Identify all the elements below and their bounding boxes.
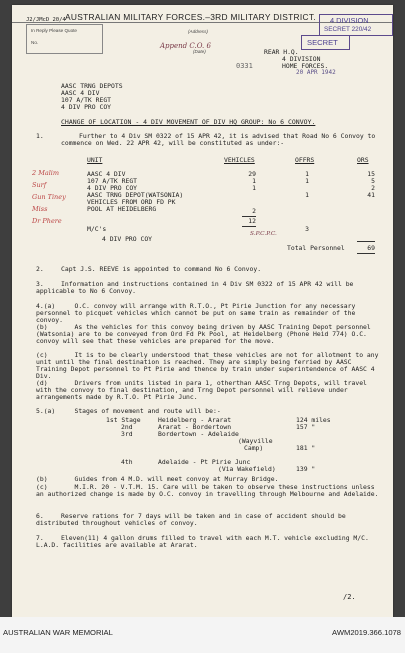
vehicles-total-rule: [242, 226, 256, 227]
stage1-label: 1st Stage: [106, 416, 141, 424]
serial-number: 0331: [236, 62, 253, 70]
stage3-distance: 181 ": [296, 444, 316, 452]
stage3-label: 3rd: [121, 430, 133, 438]
footer-accession-number: AWM2019.366.1078: [332, 628, 401, 637]
para7-number: 7.: [36, 534, 44, 542]
para5c-text: (c) M.I.R. 20 - V.T.M. 15. Care will be taken to observe these instructions unless an authorized change is made by O.C. convoy in travelling through Melbourne and Adelaide.: [36, 483, 379, 498]
row3-ors: 2: [371, 184, 375, 192]
stage4-route-cont: (Via Wakefield): [218, 465, 276, 473]
stamp-secret-text: SECRET: [307, 38, 338, 47]
para4d-text: (d) Drivers from units listed in para 1, otherthan AASC Trng Depots, will travel with the convoy to final destination, and Trng Depot personnel will relieve under arrangements made by R.T.O. Pt Pirie Junc.: [36, 379, 371, 401]
para2-number: 2.: [36, 265, 44, 273]
margin-notes: [32, 167, 66, 227]
date-label: (Date): [193, 49, 206, 54]
row1-vehicles: 29: [248, 170, 256, 178]
addressee-2: AASC 4 DIV: [61, 89, 100, 97]
document-page: [12, 5, 393, 617]
addressee-1: AASC TRNG DEPOTS: [61, 82, 123, 90]
table-header-ors: ORS: [357, 156, 369, 164]
address-label: (Address): [188, 29, 208, 34]
row4-ors: 41: [367, 191, 375, 199]
stage2-distance: 157 ": [296, 423, 316, 431]
margin-note-4: Miss: [32, 205, 48, 213]
para7-text: Eleven(11) 4 gallon drums filled to travel with each M.T. vehicle excluding M/C. L.A.D. facilities are available at Ararat.: [36, 534, 369, 549]
handwritten-append: Append C.O. 6: [160, 42, 211, 50]
para4a-text: 4.(a) O.C. convoy will arrange with R.T.O., Pt Pirie Junction for any necessary personnel to picquet vehicles which cannot be put on same train as remainder of the convoy.: [36, 302, 360, 324]
margin-note-3: Gun Tiney: [32, 193, 66, 201]
row1-offrs: 1: [305, 170, 309, 178]
row8-unit: M/C's: [87, 225, 107, 233]
para5b-text: (b) Guides from 4 M.D. will meet convoy at Murray Bridge.: [36, 475, 279, 483]
total-personnel-value: 69: [367, 244, 375, 252]
reply-box: [26, 24, 103, 54]
row4-offrs: 1: [305, 191, 309, 199]
stamp-division-line2: SECRET 220/42: [324, 26, 372, 33]
para3-number: 3.: [36, 280, 44, 288]
total-double-rule: [357, 253, 375, 254]
row3-unit: 4 DIV PRO COY: [87, 184, 138, 192]
stamp-division: [319, 14, 393, 36]
page-continuation-mark: /2.: [343, 593, 356, 601]
row6-unit: POOL AT HEIDELBERG: [87, 205, 157, 213]
row2-ors: 5: [371, 177, 375, 185]
row2-offrs: 1: [305, 177, 309, 185]
stamp-division-line1: 4 DIVISION: [330, 16, 369, 25]
rear-hq-line1: REAR H.Q.: [264, 48, 299, 56]
stamp-secret: [301, 35, 350, 50]
row4-unit: AASC TRNG DEPOT(WATSONIA): [87, 191, 184, 199]
stage4-distance: 139 ": [296, 465, 316, 473]
row2-unit: 107 A/TK REGT: [87, 177, 138, 185]
para4b-text: (b) As the vehicles for this convoy being driven by AASC Training Depot personnel (Watsonia) are to be conveyed from Ord Fd Pk Pool, at Heidelberg (Phone Heid 774) O.C. convoy will see that these vehicles are prepared for the move.: [36, 323, 375, 345]
row2-vehicles: 1: [252, 177, 256, 185]
stage3-route: Bordertown - Adelaide: [158, 430, 239, 438]
para5a-text: 5.(a) Stages of movement and route will be:-: [36, 407, 221, 415]
stage2-label: 2nd: [121, 423, 133, 431]
rear-hq-line3: HOME FORCES.: [282, 62, 329, 70]
para6-text: Reserve rations for 7 days will be taken and in case of accident should be distributed throughout vehicles of convoy.: [36, 512, 346, 527]
para1-text: Further to 4 Div SM 0322 of 15 APR 42, it is advised that Road No 6 Convoy to commence on Wed. 22 APR 42, will be constituted as under:-: [61, 132, 376, 147]
row8-offrs: 3: [305, 225, 309, 233]
stage4-route: Adelaide - Pt Pirie Junc: [158, 458, 251, 466]
margin-note-5: Dr Phere: [32, 217, 62, 225]
no-label: No.: [31, 40, 39, 45]
row5-unit: VEHICLES FROM ORD FD PK: [87, 198, 176, 206]
reply-quote-label: In Reply Please Quote: [31, 28, 77, 33]
addressee-4: 4 DIV PRO COY: [61, 103, 112, 111]
archive-footer: [0, 617, 405, 653]
stage4-label: 4th: [121, 458, 133, 466]
addressee-3: 107 A/TK REGT: [61, 96, 112, 104]
row1-unit: AASC 4 DIV: [87, 170, 126, 178]
stage3-route-cont: (Wayville: [238, 437, 273, 445]
row1-ors: 15: [367, 170, 375, 178]
table-header-unit: UNIT: [87, 156, 103, 164]
subject-line: CHANGE OF LOCATION - 4 DIV MOVEMENT OF DIV HQ GROUP: No 6 CONVOY.: [61, 118, 316, 126]
para4c-text: (c) It is to be clearly understood that these vehicles are not for allotment to any unit until the final destination is reached. They are simply being ferried by AASC Training Depot personnel to Pt Pirie and thence by train under superintendence of AASC 4 Div.: [36, 351, 383, 380]
stage1-route: Heidelberg - Ararat: [158, 416, 232, 424]
row9-unit: 4 DIV PRO COY: [102, 235, 153, 243]
total-rule: [357, 241, 375, 242]
vehicles-subtotal: 12: [248, 217, 256, 225]
table-scribble: S.P.C.P.C.: [250, 231, 277, 237]
form-code: J2/JMcD 20/4: [26, 17, 66, 23]
para3-text: Information and instructions contained in 4 Div SM 0322 of 15 APR 42 will be applicable to No 6 Convoy.: [36, 280, 354, 295]
para2-text: Capt J.S. REEVE is appointed to command No 6 Convoy.: [61, 265, 262, 273]
table-header-vehicles: VEHICLES: [224, 156, 255, 164]
para1-number: 1.: [36, 132, 44, 140]
stage2-route: Ararat - Bordertown: [158, 423, 232, 431]
stage1-distance: 124 miles: [296, 416, 331, 424]
row3-vehicles: 1: [252, 184, 256, 192]
margin-note-1: 2 Malim: [32, 169, 60, 177]
rear-hq-line2: 4 DIVISION: [282, 55, 321, 63]
footer-institution: AUSTRALIAN WAR MEMORIAL: [3, 628, 113, 637]
stage3-route-cont2: Camp): [244, 444, 264, 452]
margin-note-2: Surf: [32, 181, 47, 189]
row6-vehicles: 2: [252, 207, 256, 215]
rear-hq-date-stamp: 20 APR 1942: [296, 69, 336, 76]
table-header-offrs: OFFRS: [295, 156, 315, 164]
total-personnel-label: Total Personnel: [287, 244, 345, 252]
para6-number: 6.: [36, 512, 44, 520]
letterhead-title: AUSTRALIAN MILITARY FORCES.–3RD MILITARY DISTRICT.: [65, 12, 316, 22]
